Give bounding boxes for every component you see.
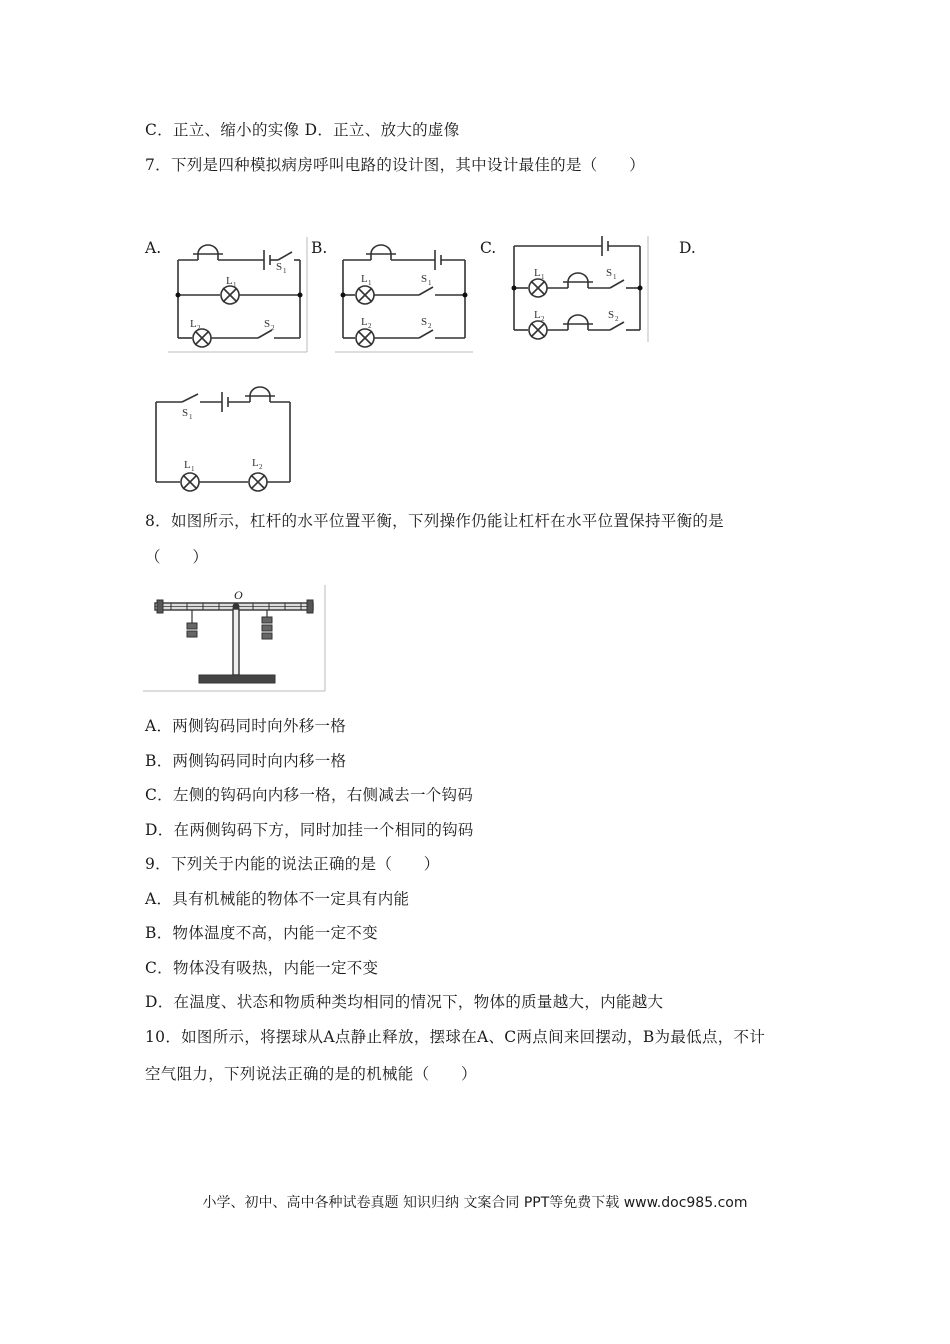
lever-pivot-label: O bbox=[234, 588, 243, 602]
q7-option-b-label: B. bbox=[311, 239, 328, 257]
q8-option-a: A．两侧钩码同时向外移一格 bbox=[145, 717, 347, 735]
question-8-line-2: （ ） bbox=[145, 548, 209, 566]
circuit-diagram-b bbox=[335, 232, 477, 354]
circuit-diagram-d bbox=[150, 378, 300, 498]
svg-text:L: L bbox=[190, 318, 197, 330]
q9-option-b: B．物体温度不高，内能一定不变 bbox=[145, 924, 378, 942]
question-7: 7．下列是四种模拟病房呼叫电路的设计图，其中设计最佳的是（ ） bbox=[145, 156, 645, 174]
svg-text:1: 1 bbox=[189, 413, 193, 421]
svg-text:1: 1 bbox=[233, 281, 237, 289]
svg-text:2: 2 bbox=[197, 324, 201, 332]
q8-option-b: B．两侧钩码同时向内移一格 bbox=[145, 752, 347, 770]
svg-text:S: S bbox=[608, 309, 615, 321]
svg-text:2: 2 bbox=[615, 315, 619, 323]
q7-option-d-label: D. bbox=[679, 239, 696, 257]
svg-text:S: S bbox=[182, 407, 189, 419]
svg-text:S: S bbox=[276, 261, 283, 273]
q9-option-d: D．在温度、状态和物质种类均相同的情况下，物体的质量越大，内能越大 bbox=[145, 993, 664, 1011]
question-10-line-2: 空气阻力，下列说法正确的是的机械能（ ） bbox=[145, 1065, 477, 1083]
question-9: 9．下列关于内能的说法正确的是（ ） bbox=[145, 855, 440, 873]
label-L1: L bbox=[226, 275, 233, 287]
svg-text:S: S bbox=[264, 318, 271, 330]
svg-text:2: 2 bbox=[428, 322, 432, 330]
svg-text:L: L bbox=[184, 459, 191, 471]
q7-option-c-label: C. bbox=[480, 239, 497, 257]
svg-text:L: L bbox=[361, 273, 368, 285]
svg-text:2: 2 bbox=[271, 324, 275, 332]
svg-text:2: 2 bbox=[541, 315, 545, 323]
q6-options-cd: C．正立、缩小的实像 D．正立、放大的虚像 bbox=[145, 121, 460, 139]
q8-option-c: C．左侧的钩码向内移一格，右侧减去一个钩码 bbox=[145, 786, 474, 804]
svg-text:L: L bbox=[534, 309, 541, 321]
svg-text:L: L bbox=[361, 316, 368, 328]
svg-text:1: 1 bbox=[613, 273, 617, 281]
svg-text:1: 1 bbox=[428, 279, 432, 287]
lever-figure bbox=[143, 585, 327, 693]
svg-text:2: 2 bbox=[259, 463, 263, 471]
svg-text:L: L bbox=[534, 267, 541, 279]
circuit-diagram-a bbox=[168, 232, 310, 354]
q7-option-a-label: A. bbox=[145, 239, 162, 257]
circuit-diagram-c bbox=[506, 232, 652, 344]
svg-text:S: S bbox=[421, 273, 428, 285]
svg-text:1: 1 bbox=[541, 273, 545, 281]
question-10-line-1: 10．如图所示，将摆球从A点静止释放，摆球在A、C两点间来回摆动，B为最低点，不计 bbox=[145, 1028, 766, 1046]
question-8-line-1: 8．如图所示，杠杆的水平位置平衡，下列操作仍能让杠杆在水平位置保持平衡的是 bbox=[145, 512, 724, 530]
svg-text:1: 1 bbox=[368, 279, 372, 287]
page-footer: 小学、初中、高中各种试卷真题 知识归纳 文案合同 PPT等免费下载 www.doc985.com bbox=[202, 1195, 748, 1211]
q8-option-d: D．在两侧钩码下方，同时加挂一个相同的钩码 bbox=[145, 821, 474, 839]
svg-text:1: 1 bbox=[191, 465, 195, 473]
svg-text:S: S bbox=[421, 316, 428, 328]
svg-text:2: 2 bbox=[368, 322, 372, 330]
svg-text:S: S bbox=[606, 267, 613, 279]
svg-text:1: 1 bbox=[283, 267, 287, 275]
q9-option-c: C．物体没有吸热，内能一定不变 bbox=[145, 959, 379, 977]
q9-option-a: A．具有机械能的物体不一定具有内能 bbox=[145, 890, 410, 908]
svg-text:L: L bbox=[252, 457, 259, 469]
